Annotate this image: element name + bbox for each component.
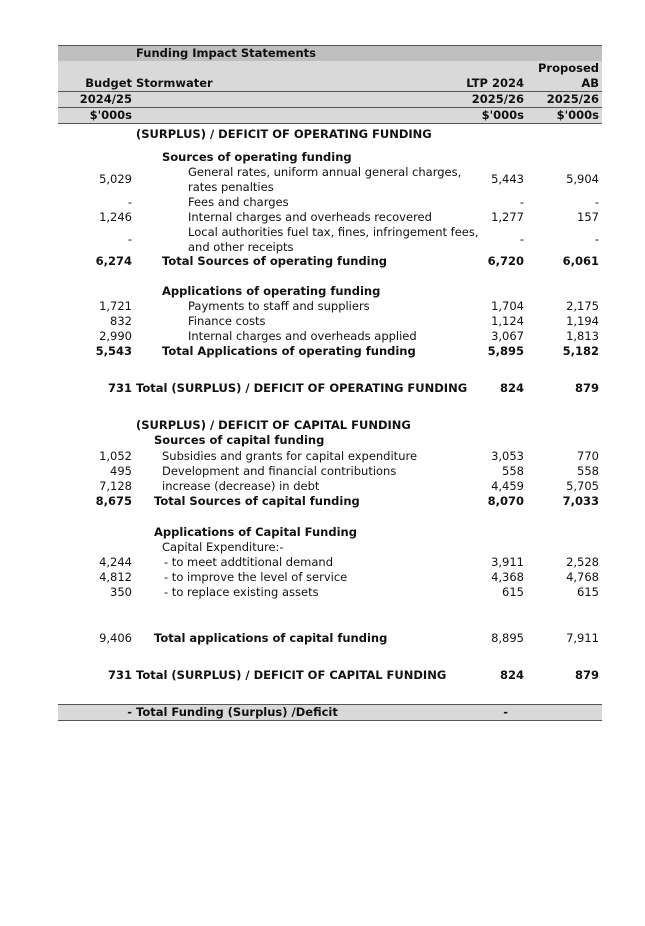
ltp-value: 8,895	[491, 631, 524, 645]
table-row	[58, 314, 602, 329]
budget-value: -	[127, 232, 132, 246]
ab-value: 7,911	[566, 631, 599, 645]
operating-section-title	[58, 127, 602, 142]
ltp-value: -	[503, 705, 508, 719]
section-title: (SURPLUS) / DEFICIT OF OPERATING FUNDING	[136, 127, 432, 141]
year-budget: 2024/25	[79, 92, 132, 106]
row-label: Internal charges and overheads applied	[188, 329, 417, 343]
row-label-line2: rates penalties	[188, 180, 274, 194]
total-row	[58, 494, 602, 509]
ltp-value: 8,070	[487, 494, 524, 508]
capital-applications-title	[58, 525, 602, 540]
ab-value: 4,768	[566, 570, 599, 584]
budget-value: 731	[107, 381, 132, 395]
ltp-value: 6,720	[487, 254, 524, 268]
row-label: Payments to staff and suppliers	[188, 299, 370, 313]
budget-value: -	[127, 195, 132, 209]
title-row	[58, 45, 602, 62]
budget-value: 4,812	[99, 570, 132, 584]
ltp-value: 558	[502, 464, 524, 478]
row-label: Total Funding (Surplus) /Deficit	[136, 705, 338, 719]
table-row	[58, 464, 602, 479]
ab-value: 6,061	[562, 254, 599, 268]
row-label: Fees and charges	[188, 195, 289, 209]
ltp-value: 4,459	[491, 479, 524, 493]
ab-value: 5,705	[566, 479, 599, 493]
unit-row	[58, 107, 602, 124]
ltp-value: 1,704	[491, 299, 524, 313]
ab-value: 615	[577, 585, 599, 599]
ab-value: 7,033	[562, 494, 599, 508]
year-ltp: 2025/26	[471, 92, 524, 106]
budget-value: 495	[110, 464, 132, 478]
table-row	[58, 329, 602, 344]
ltp-value: 824	[499, 381, 524, 395]
ab-value: 5,904	[566, 172, 599, 186]
capital-net-total-row	[58, 668, 602, 683]
ltp-value: 1,277	[491, 210, 524, 224]
budget-value: 832	[110, 314, 132, 328]
page-title: Funding Impact Statements	[136, 46, 316, 60]
ab-value: -	[594, 195, 599, 209]
budget-value: 5,029	[99, 172, 132, 186]
budget-value: 2,990	[99, 329, 132, 343]
row-label	[188, 225, 479, 255]
operating-applications-title	[58, 284, 602, 299]
ab-value: 1,194	[566, 314, 599, 328]
ltp-value: 5,443	[491, 172, 524, 186]
budget-value: 7,128	[99, 479, 132, 493]
year-ab: 2025/26	[546, 92, 599, 106]
budget-value: 8,675	[95, 494, 132, 508]
budget-value: 4,244	[99, 555, 132, 569]
col-ab-label-line1: Proposed	[537, 61, 599, 75]
ltp-value: 1,124	[491, 314, 524, 328]
ab-value: 5,182	[562, 344, 599, 358]
ab-value: -	[594, 232, 599, 246]
row-label: Total Applications of operating funding	[162, 344, 416, 358]
ab-value: 2,528	[566, 555, 599, 569]
ab-value: 2,175	[566, 299, 599, 313]
table-row	[58, 479, 602, 494]
col-budget-label: Budget	[85, 76, 132, 90]
table-row	[58, 570, 602, 585]
table-row	[58, 195, 602, 210]
row-label: - to replace existing assets	[164, 585, 319, 599]
table-row	[58, 210, 602, 225]
section-title: (SURPLUS) / DEFICIT OF CAPITAL FUNDING	[136, 418, 411, 432]
row-label: Capital Expenditure:-	[162, 540, 284, 554]
row-label: Internal charges and overheads recovered	[188, 210, 432, 224]
ab-value: 770	[577, 449, 599, 463]
ab-value: 157	[577, 210, 599, 224]
subsection-title: Applications of Capital Funding	[154, 525, 357, 539]
row-label: - to improve the level of service	[164, 570, 348, 584]
row-label-line2: and other receipts	[188, 240, 294, 254]
ltp-value: -	[519, 232, 524, 246]
col-ltp-label: LTP 2024	[466, 76, 524, 90]
row-label: Total (SURPLUS) / DEFICIT OF CAPITAL FUNDING	[136, 668, 447, 682]
row-label: Total Sources of capital funding	[154, 494, 360, 508]
table-row	[58, 449, 602, 464]
row-label: Finance costs	[188, 314, 266, 328]
budget-value: 350	[110, 585, 132, 599]
table-row	[58, 225, 602, 255]
row-label: Total Sources of operating funding	[162, 254, 388, 268]
ab-value: 1,813	[566, 329, 599, 343]
ltp-value: 5,895	[487, 344, 524, 358]
budget-value: 9,406	[99, 631, 132, 645]
unit-budget: $'000s	[89, 108, 132, 122]
total-row	[58, 344, 602, 359]
ab-value: 558	[577, 464, 599, 478]
operating-net-total-row	[58, 381, 602, 396]
ab-value: 879	[574, 381, 599, 395]
capital-section-title	[58, 418, 602, 433]
table-row	[58, 299, 602, 314]
row-label-line1: Local authorities fuel tax, fines, infringement fees,	[188, 225, 479, 239]
column-header-row	[58, 61, 602, 91]
budget-value: 1,721	[99, 299, 132, 313]
unit-ltp: $'000s	[481, 108, 524, 122]
budget-value: -	[127, 705, 132, 719]
capex-label-row	[58, 540, 602, 555]
ltp-value: 615	[502, 585, 524, 599]
row-label: Subsidies and grants for capital expenditure	[162, 449, 418, 463]
row-label: Development and financial contributions	[162, 464, 397, 478]
ltp-value: -	[519, 195, 524, 209]
budget-value: 6,274	[95, 254, 132, 268]
ltp-value: 3,053	[491, 449, 524, 463]
ab-value: 879	[574, 668, 599, 682]
row-label: - to meet addtitional demand	[164, 555, 334, 569]
table-row	[58, 555, 602, 570]
row-label: Total (SURPLUS) / DEFICIT OF OPERATING FUNDING	[136, 381, 468, 395]
table-row	[58, 585, 602, 600]
ltp-value: 3,067	[491, 329, 524, 343]
operating-sources-title	[58, 150, 602, 165]
capital-sources-title	[58, 433, 602, 448]
subsection-title: Sources of capital funding	[154, 433, 325, 447]
col-ab-label-line2: AB	[581, 76, 599, 90]
row-label	[188, 165, 461, 195]
budget-value: 731	[107, 668, 132, 682]
row-label: increase (decrease) in debt	[162, 479, 320, 493]
year-row	[58, 91, 602, 107]
budget-value: 1,052	[99, 449, 132, 463]
budget-value: 1,246	[99, 210, 132, 224]
subsection-title: Applications of operating funding	[162, 284, 381, 298]
total-row	[58, 631, 602, 646]
activity-name: Stormwater	[136, 76, 213, 90]
total-row	[58, 254, 602, 269]
table-row	[58, 165, 602, 195]
ltp-value: 4,368	[491, 570, 524, 584]
unit-ab: $'000s	[556, 108, 599, 122]
row-label: Total applications of capital funding	[154, 631, 388, 645]
ltp-value: 3,911	[491, 555, 524, 569]
subsection-title: Sources of operating funding	[162, 150, 352, 164]
row-label-line1: General rates, uniform annual general charges,	[188, 165, 462, 179]
budget-value: 5,543	[95, 344, 132, 358]
total-funding-row	[58, 704, 602, 721]
ltp-value: 824	[499, 668, 524, 682]
